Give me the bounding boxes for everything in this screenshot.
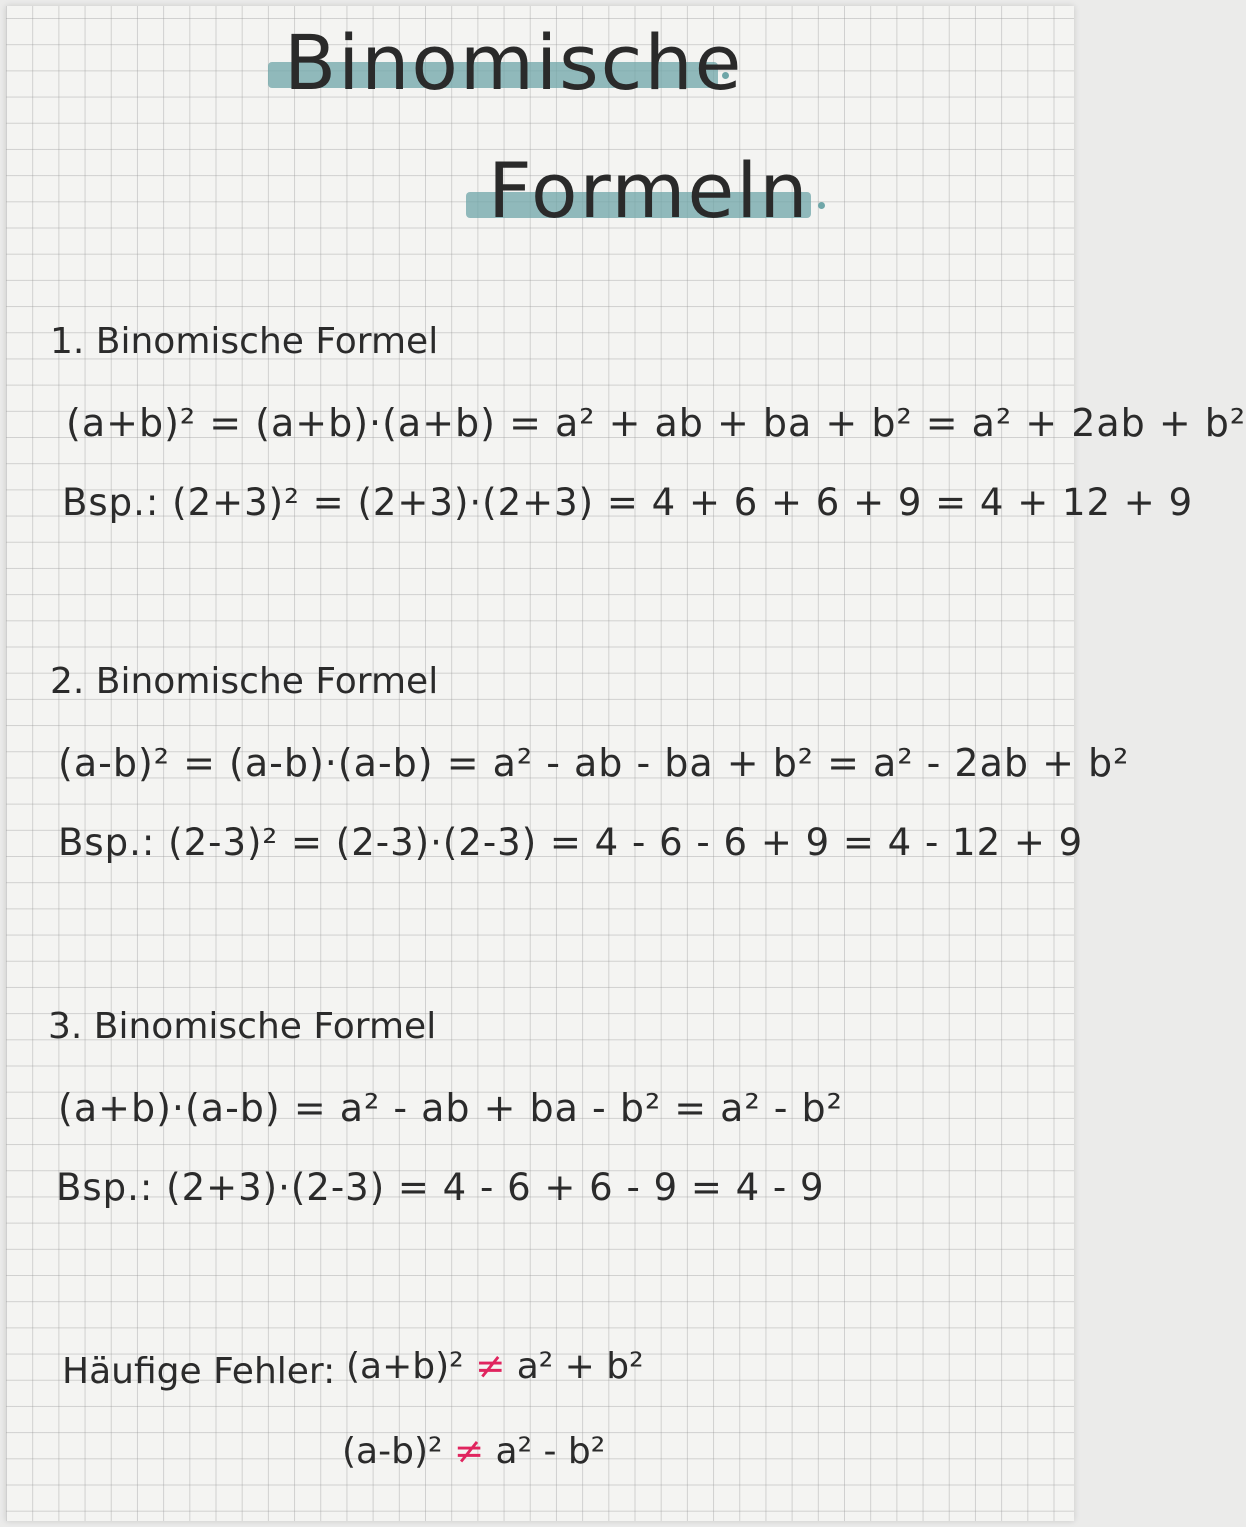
- mistake-2: [342, 1431, 605, 1472]
- not-equal-symbol: ≠: [453, 1431, 485, 1472]
- mistake-1-left: (a+b)²: [346, 1346, 464, 1387]
- title-line-2: Formeln: [488, 146, 810, 235]
- section-2-formula: (a-b)² = (a-b)·(a-b) = a² - ab - ba + b² = a² - 2ab + b²: [58, 741, 1130, 785]
- not-equal-symbol: ≠: [475, 1346, 506, 1387]
- mistake-1-right: a² + b²: [516, 1346, 644, 1387]
- section-3-formula: (a+b)·(a-b) = a² - ab + ba - b² = a² - b²: [58, 1086, 843, 1130]
- section-1-heading: 1. Binomische Formel: [50, 321, 439, 362]
- title-line-1: Binomische: [284, 18, 744, 107]
- section-2-heading: 2. Binomische Formel: [50, 661, 439, 702]
- mistake-1: [346, 1346, 644, 1387]
- mistake-2-right: a² - b²: [495, 1431, 606, 1472]
- section-1-example: Bsp.: (2+3)² = (2+3)·(2+3) = 4 + 6 + 6 + 9 = 4 + 12 + 9: [62, 481, 1194, 524]
- mistake-2-left: (a-b)²: [342, 1431, 443, 1472]
- notebook-page: [6, 6, 1246, 1521]
- section-1-formula: (a+b)² = (a+b)·(a+b) = a² + ab + ba + b² = a² + 2ab + b²: [66, 401, 1246, 445]
- section-2-example: Bsp.: (2-3)² = (2-3)·(2-3) = 4 - 6 - 6 + 9 = 4 - 12 + 9: [58, 821, 1084, 864]
- mistakes-label: Häufige Fehler:: [62, 1351, 336, 1392]
- section-3-example: Bsp.: (2+3)·(2-3) = 4 - 6 + 6 - 9 = 4 - 9: [56, 1166, 825, 1209]
- section-3-heading: 3. Binomische Formel: [48, 1006, 437, 1047]
- title-highlight-dot-2: [818, 202, 825, 209]
